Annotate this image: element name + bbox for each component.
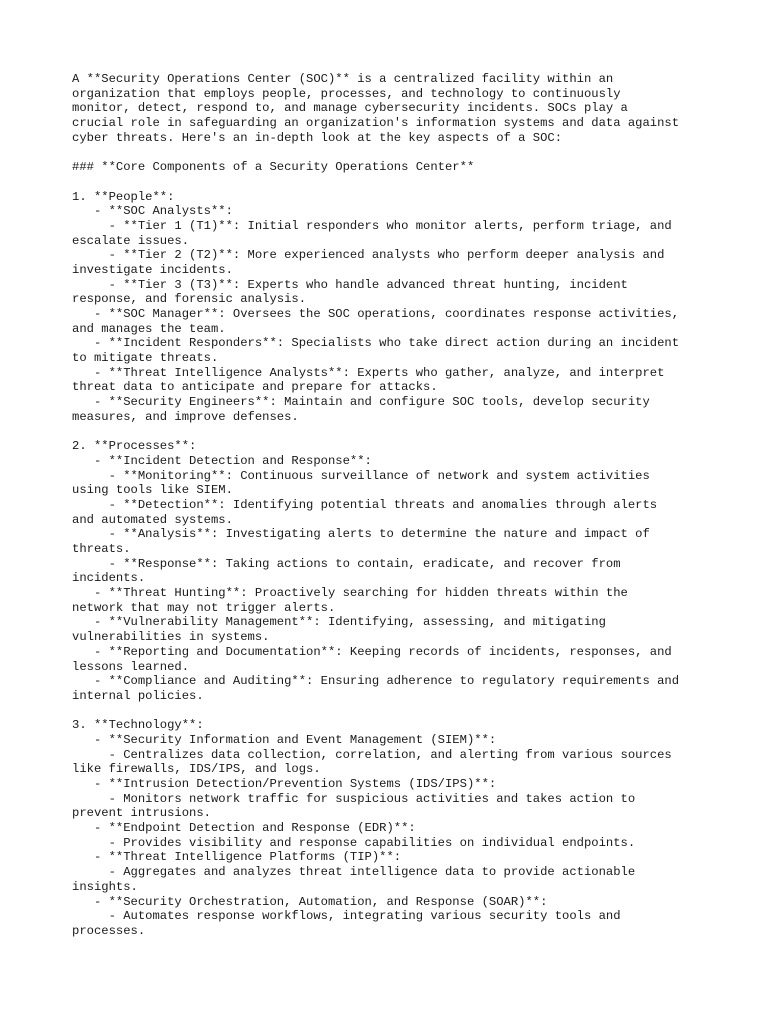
document-line: organization that employs people, processes, and technology to continuously bbox=[72, 86, 621, 101]
document-line: 2. **Processes**: bbox=[72, 439, 197, 454]
document-line: to mitigate threats. bbox=[72, 351, 219, 366]
document-line: - **Monitoring**: Continuous surveillance of network and system activities bbox=[72, 468, 650, 483]
document-line: investigate incidents. bbox=[72, 262, 233, 277]
document-line: lessons learned. bbox=[72, 659, 190, 674]
document-line: prevent intrusions. bbox=[72, 806, 211, 821]
document-line: - **Incident Responders**: Specialists who take direct action during an incident bbox=[72, 336, 680, 351]
document-line: threat data to anticipate and prepare for attacks. bbox=[72, 380, 438, 395]
document-line: - **Tier 1 (T1)**: Initial responders who monitor alerts, perform triage, and bbox=[72, 218, 672, 233]
document-line: - Centralizes data collection, correlation, and alerting from various sources bbox=[72, 747, 672, 762]
document-line: escalate issues. bbox=[72, 233, 190, 248]
document-line: and automated systems. bbox=[72, 512, 233, 527]
document-line: using tools like SIEM. bbox=[72, 483, 233, 498]
document-page bbox=[72, 72, 712, 939]
document-line: measures, and improve defenses. bbox=[72, 409, 299, 424]
document-line: threats. bbox=[72, 542, 131, 556]
document-line: vulnerabilities in systems. bbox=[72, 630, 270, 645]
document-line: - Monitors network traffic for suspicious activities and takes action to bbox=[72, 791, 636, 806]
document-line: - **Threat Intelligence Platforms (TIP)**: bbox=[72, 850, 402, 865]
document-line: - **Response**: Taking actions to contain, eradicate, and recover from bbox=[72, 556, 621, 571]
document-line: 1. **People**: bbox=[72, 189, 175, 204]
document-line: 3. **Technology**: bbox=[72, 718, 204, 733]
document-line: - **Tier 2 (T2)**: More experienced analysts who perform deeper analysis and bbox=[72, 248, 665, 263]
document-line: network that may not trigger alerts. bbox=[72, 600, 336, 615]
document-line: crucial role in safeguarding an organization's information systems and data against bbox=[72, 116, 680, 131]
document-line bbox=[72, 425, 712, 440]
document-line: - **Tier 3 (T3)**: Experts who handle advanced threat hunting, incident bbox=[72, 277, 628, 292]
document-line: - **Intrusion Detection/Prevention Systems (IDS/IPS)**: bbox=[72, 777, 497, 791]
document-line: - **SOC Analysts**: bbox=[72, 204, 233, 219]
document-line: - **SOC Manager**: Oversees the SOC operations, coordinates response activities, bbox=[72, 307, 680, 321]
document-line: - **Threat Hunting**: Proactively searching for hidden threats within the bbox=[72, 586, 628, 601]
document-line bbox=[72, 175, 712, 190]
document-line: - **Compliance and Auditing**: Ensuring adherence to regulatory requirements and bbox=[72, 674, 680, 689]
document-line: response, and forensic analysis. bbox=[72, 292, 307, 307]
document-line: - **Reporting and Documentation**: Keeping records of incidents, responses, and bbox=[72, 644, 672, 659]
document-line: - Automates response workflows, integrating various security tools and bbox=[72, 909, 621, 924]
document-line: - **Security Engineers**: Maintain and configure SOC tools, develop security bbox=[72, 395, 650, 410]
document-line: - **Threat Intelligence Analysts**: Experts who gather, analyze, and interpret bbox=[72, 365, 665, 380]
document-line: like firewalls, IDS/IPS, and logs. bbox=[72, 762, 321, 777]
document-line bbox=[72, 704, 712, 719]
document-line: internal policies. bbox=[72, 688, 204, 703]
document-line: incidents. bbox=[72, 571, 146, 586]
document-line: - **Security Orchestration, Automation, and Response (SOAR)**: bbox=[72, 894, 548, 909]
document-line: insights. bbox=[72, 879, 138, 894]
document-line: ### **Core Components of a Security Operations Center** bbox=[72, 160, 475, 175]
document-line: monitor, detect, respond to, and manage cybersecurity incidents. SOCs play a bbox=[72, 101, 628, 116]
document-line: - **Detection**: Identifying potential threats and anomalies through alerts bbox=[72, 497, 658, 512]
document-line: - **Incident Detection and Response**: bbox=[72, 453, 372, 468]
document-line: - Provides visibility and response capabilities on individual endpoints. bbox=[72, 835, 636, 850]
document-line: cyber threats. Here's an in-depth look at the key aspects of a SOC: bbox=[72, 130, 563, 145]
document-line: - **Vulnerability Management**: Identifying, assessing, and mitigating bbox=[72, 615, 606, 630]
document-line: A **Security Operations Center (SOC)** is a centralized facility within an bbox=[72, 72, 614, 86]
document-line: - **Endpoint Detection and Response (EDR)**: bbox=[72, 821, 416, 836]
document-line: - **Security Information and Event Management (SIEM)**: bbox=[72, 732, 497, 747]
document-line bbox=[72, 145, 712, 160]
document-line: and manages the team. bbox=[72, 321, 226, 336]
document-line: processes. bbox=[72, 923, 146, 938]
document-line: - Aggregates and analyzes threat intelligence data to provide actionable bbox=[72, 865, 636, 880]
document-line: - **Analysis**: Investigating alerts to determine the nature and impact of bbox=[72, 527, 650, 542]
